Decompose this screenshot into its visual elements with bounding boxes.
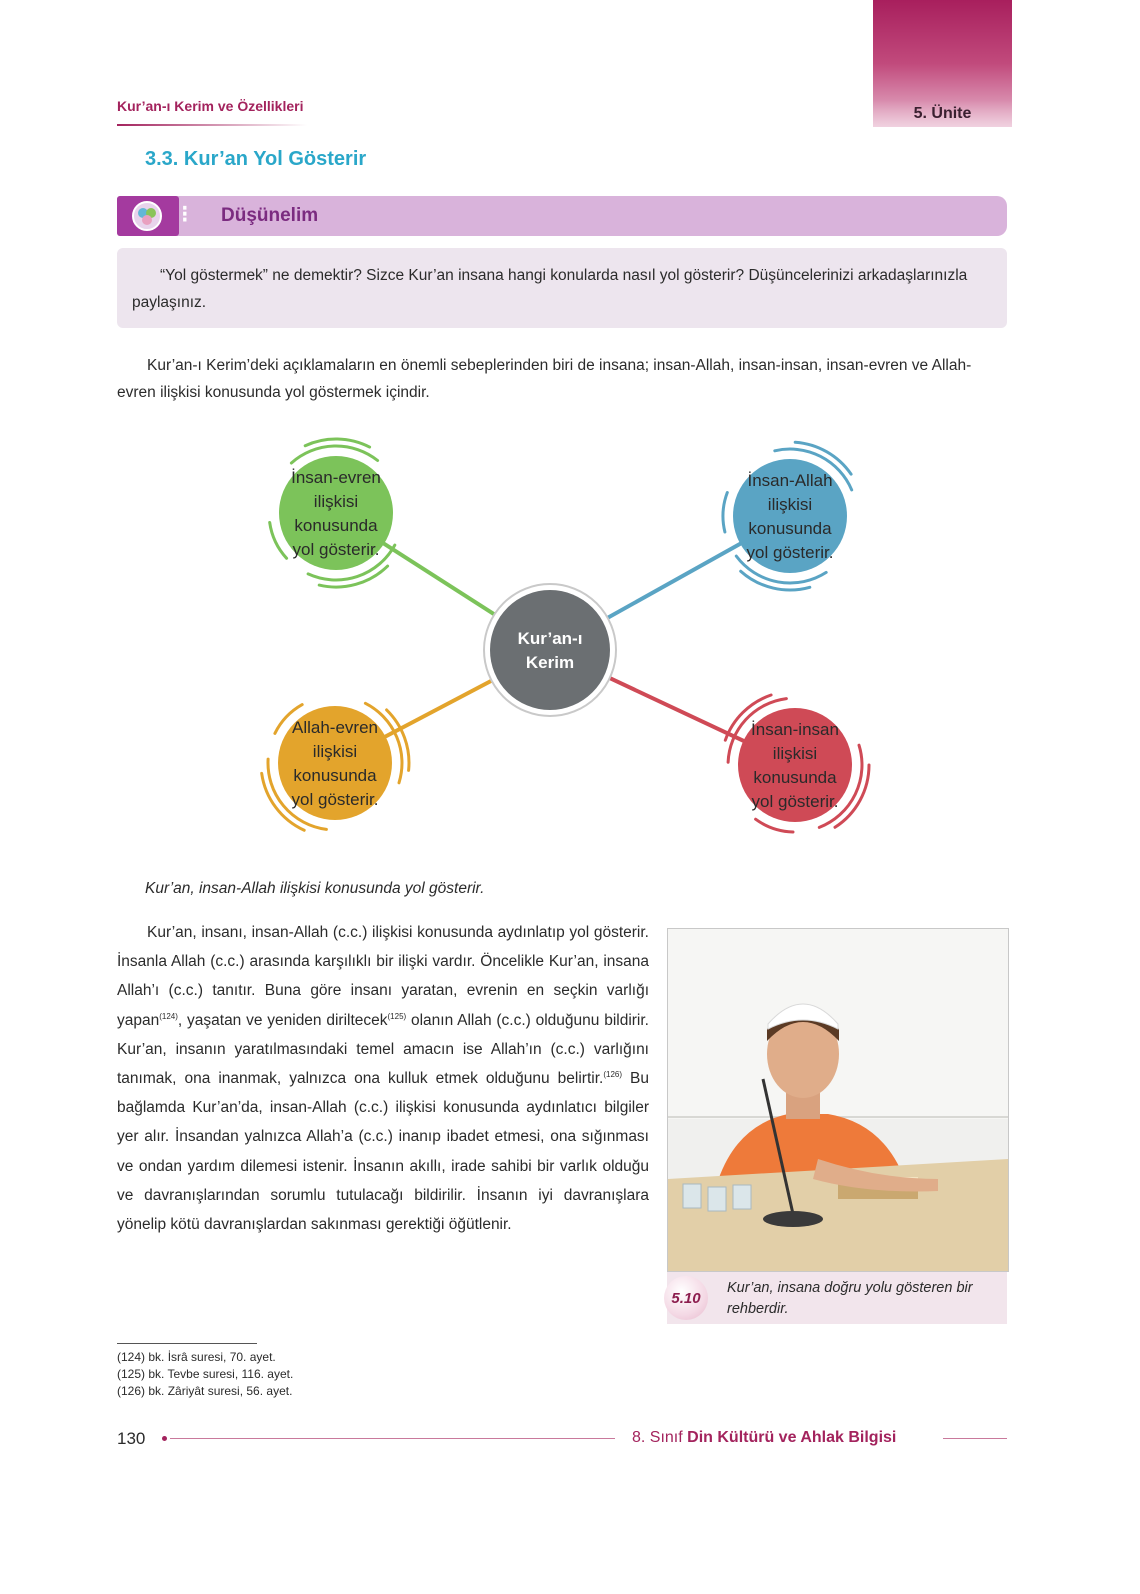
node-label: konusunda <box>748 519 832 538</box>
body-text-part: Kur’an, insanı, insan-Allah (c.c.) ilişkisi konusunda aydınlatıp yol gösterir. İnsanla Allah (c.c.) arasında karşılıklı bir ilişki vardır. Öncelikle Kur’an, insana Allah’ı (c.c.) tanıtır. Buna göre insanı yaratan, evrenin en seçkin varlığı yapan <box>117 924 649 1029</box>
footer-line <box>170 1438 615 1439</box>
brain-icon <box>131 200 163 232</box>
intro-paragraph: Kur’an-ı Kerim’deki açıklamaların en önemli sebeplerinden biri de insana; insan-Allah, insan-insan, insan-evren ve Allah-evren ilişkisi konusunda yol göstermek içindir. <box>117 357 972 401</box>
think-text: “Yol göstermek” ne demektir? Sizce Kur’an insana hangi konularda nasıl yol gösterir? Düşüncelerinizi arkadaşlarınızla paylaşınız. <box>132 267 968 311</box>
node-label: Allah-evren <box>292 718 378 737</box>
footnote-item: (126) bk. Zâriyât suresi, 56. ayet. <box>117 1384 293 1398</box>
body-text-part: Bu bağlamda Kur’an’da, insan-Allah (c.c.) ilişkisi konusunda aydınlatıcı bilgiler yer alır. İnsandan yalnızca Allah’a (c.c.) inanıp ibadet etmesi, ona sığınması ve ondan yardım dilemesi istenir. İnsanın akıllı, irade sahibi bir varlık olduğu ve davranışlarından sorumlu tutulacağı bildirilir. İnsanın iyi davranışlara yönelip kötü davranışlardan sakınması gerektiği öğütlenir. <box>117 1070 649 1234</box>
node-label: yol gösterir. <box>291 790 379 809</box>
chapter-title: Kur’an-ı Kerim ve Özellikleri <box>117 98 304 114</box>
boy-reading-quran-photo <box>668 929 1008 1271</box>
center-label: Kerim <box>525 653 575 672</box>
node-label: konusunda <box>753 768 837 787</box>
node-label: İnsan-evren <box>291 468 381 487</box>
think-title: Düşünelim <box>221 205 319 226</box>
book-prefix: 8. Sınıf <box>632 1429 688 1446</box>
footnote-ref[interactable]: (126) <box>603 1069 623 1079</box>
footnote-ref[interactable]: (124) <box>159 1011 178 1021</box>
diagram-node <box>725 695 869 832</box>
figure-photo <box>667 928 1009 1272</box>
footnotes <box>117 1349 293 1400</box>
book-title: Din Kültürü ve Ahlak Bilgisi <box>687 1429 897 1446</box>
footer-dot <box>162 1436 167 1441</box>
node-label: ilişkisi <box>767 495 813 514</box>
node-label: yol gösterir. <box>746 543 834 562</box>
diagram-node <box>723 442 852 590</box>
footer-line <box>943 1438 1007 1439</box>
node-label: İnsan-Allah <box>747 471 833 490</box>
footnote-ref[interactable]: (125) <box>387 1011 407 1021</box>
center-label: Kur’an-ı <box>517 629 583 648</box>
center-circle <box>490 590 610 710</box>
page-number: 130 <box>117 1429 146 1448</box>
figure-number-badge: 5.10 <box>664 1276 708 1320</box>
section-title: 3.3. Kur’an Yol Gösterir <box>145 148 367 170</box>
node-label: yol gösterir. <box>292 540 380 559</box>
footnote-item: (124) bk. İsrâ suresi, 70. ayet. <box>117 1350 276 1364</box>
relationship-diagram <box>230 418 890 858</box>
chapter-rule <box>117 124 307 126</box>
body-text-part: olanın Allah (c.c.) olduğunu bildirir. Kur’an, insanın yaratılmasındaki temel amacın ise Allah’ın (c.c.) varlığını tanımak, ona inanmak, yalnızca ona kulluk etmek olduğunu belirtir. <box>117 1011 649 1088</box>
subheading: Kur’an, insan-Allah ilişkisi konusunda yol gösterir. <box>145 880 485 897</box>
diagram-node <box>262 703 409 830</box>
node-label: yol gösterir. <box>751 792 839 811</box>
node-label: konusunda <box>294 516 378 535</box>
unit-label: 5. Ünite <box>873 100 1012 127</box>
node-label: ilişkisi <box>312 742 358 761</box>
diagram-node <box>270 439 395 587</box>
node-label: konusunda <box>293 766 377 785</box>
node-label: İnsan-insan <box>751 720 839 739</box>
node-label: ilişkisi <box>313 492 359 511</box>
footer-book-title <box>632 1429 896 1447</box>
figure-caption: Kur’an, insana doğru yolu gösteren bir rehberdir. <box>727 1280 973 1317</box>
think-dots-icon: ⁝ <box>181 201 189 228</box>
body-text-part: , yaşatan ve yeniden diriltecek <box>177 1011 388 1029</box>
footnote-rule <box>117 1343 257 1344</box>
decorative-arc <box>723 493 727 533</box>
body-paragraph <box>117 918 649 1239</box>
footnote-item: (125) bk. Tevbe suresi, 116. ayet. <box>117 1367 294 1381</box>
node-label: ilişkisi <box>772 744 818 763</box>
